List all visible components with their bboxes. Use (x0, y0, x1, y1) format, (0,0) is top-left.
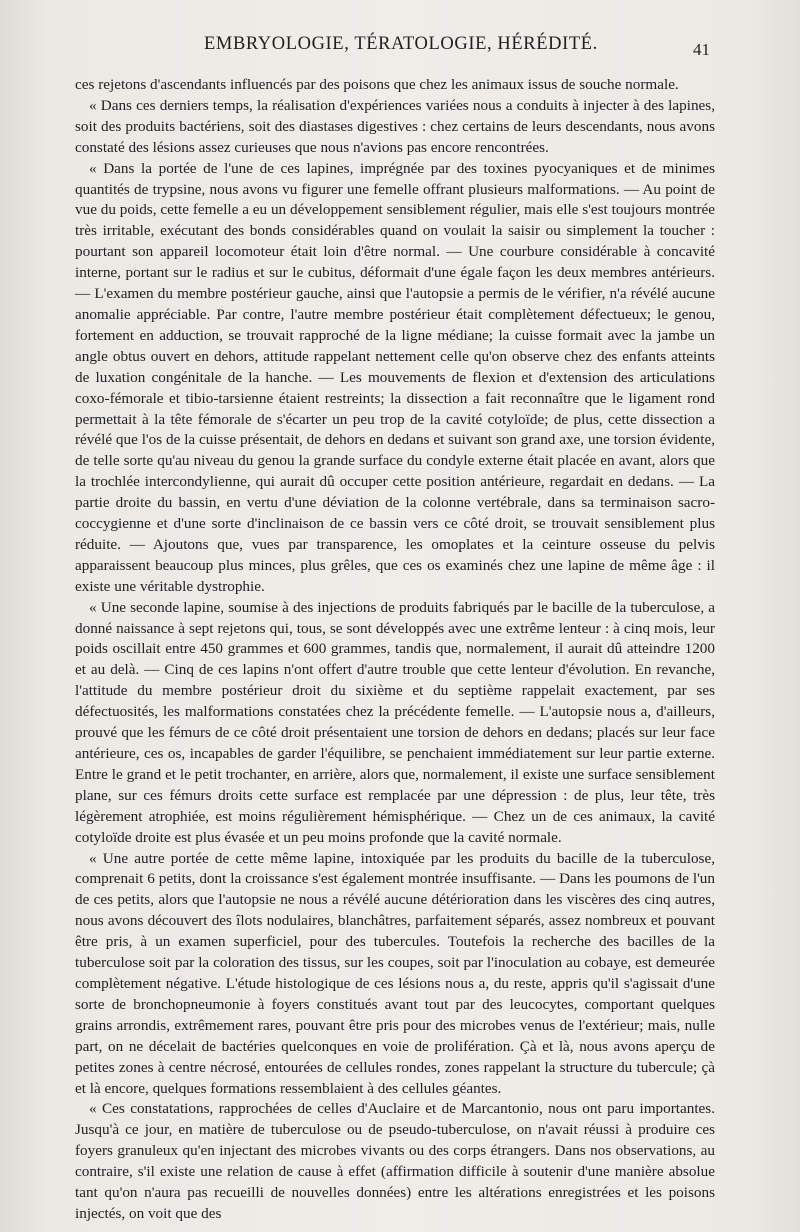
body-text (75, 75, 715, 1225)
paragraph: « Dans la portée de l'une de ces lapines, imprégnée par des toxines pyocyaniques et de minimes quantités de trypsine, nous avons vu figurer une femelle offrant plusieurs malformations. — Au point de vue du poids, cette femelle a eu un développement sensiblement régulier, mais elle s'est toujours montrée très irritable, exécutant des bonds considérables quand on voulait la saisir ou simplement la toucher : pourtant son appareil locomoteur était loin d'être normal. — Une courbure considérable à concavité interne, portant sur le radius et sur le cubitus, déformait d'une égale façon les deux membres antérieurs. — L'examen du membre postérieur gauche, ainsi que l'autopsie a permis de le vérifier, n'a révélé aucune anomalie appréciable. Par contre, l'autre membre postérieur était complètement défectueux; le genou, fortement en adduction, se trouvait rapproché de la ligne médiane; la cuisse formait avec la jambe un angle obtus ouvert en dehors, attitude rappelant nettement celle qu'on observe chez des enfants atteints de luxation congénitale de la hanche. — Les mouvements de flexion et d'extension des articulations coxo-fémorale et tibio-tarsienne étaient restreints; la dissection a fait reconnaître que le ligament rond permettait à la tête fémorale de s'écarter un peu trop de la cavité cotyloïde; de plus, cette dissection a révélé que l'os de la cuisse présentait, de dehors en dedans et suivant son grand axe, une torsion évidente, de telle sorte qu'au niveau du genou la grande surface du condyle externe était placée en avant, alors que la trochlée intercondylienne, qui aurait dû occuper cette position antérieure, regardait en dedans. — La partie droite du bassin, en vertu d'une déviation de la colonne vertébrale, dans sa terminaison sacro-coccygienne et d'une sorte d'inclinaison de ce bassin vers ce côté droit, se trouvait sensiblement plus réduite. — Ajoutons que, vues par transparence, les omoplates et la ceinture osseuse du pelvis apparaissent beaucoup plus minces, plus grêles, que ces os examinés chez une lapine de même âge : il existe une véritable dystrophie. (75, 159, 715, 595)
page-header (0, 34, 800, 62)
paragraph: « Une autre portée de cette même lapine, intoxiquée par les produits du bacille de la tuberculose, comprenait 6 petits, dont la croissance s'est également montrée insuffisante. — Dans les poumons de l'un de ces petits, alors que l'autopsie ne nous a révélé aucune détérioration dans les viscères des cinq autres, nous avons découvert des îlots nodulaires, blanchâtres, parfaitement séparés, assez nombreux et pouvant être pris, à un examen superficiel, pour des tubercules. Toutefois la recherche des bacilles de la tuberculose soit par la coloration des tissus, sur les coupes, soit par l'inoculation au cobaye, est demeurée complètement négative. L'étude histologique de ces lésions nous a, du reste, appris qu'il s'agissait d'une sorte de bronchopneumonie à foyers constitués avant tout par des leucocytes, comportant quelques grains arrondis, extrêmement rares, pouvant être pris pour des microbes venus de l'extérieur; mais, nulle part, on ne décelait de bactéries quelconques en voie de prolifération. Çà et là, nous avons aperçu de petites zones à centre nécrosé, entourées de cellules rondes, zones rappelant la structure du tubercule; çà et là encore, quelques formations ressemblaient à des cellules géantes. (75, 849, 715, 1097)
page-number: 41 (693, 40, 710, 59)
paragraph: « Ces constatations, rapprochées de celles d'Auclaire et de Marcantonio, nous ont paru importantes. Jusqu'à ce jour, en matière de tuberculose ou de pseudo-tuberculose, on n'avait réussi à produire ces foyers granuleux qu'en injectant des microbes vivants ou des corps étrangers. Dans nos observations, au contraire, s'il existe une relation de cause à effet (affirmation difficile à soutenir d'une manière absolue tant qu'on n'aura pas recueilli de nouvelles données) entre les altérations enregistrées et les poisons injectés, on voit que des (75, 1100, 715, 1222)
paragraph-continuation: ces rejetons d'ascendants influencés par des poisons que chez les animaux issus de souche normale. (75, 76, 679, 93)
running-title: EMBRYOLOGIE, TÉRATOLOGIE, HÉRÉDITÉ. (204, 34, 598, 54)
paragraph: « Une seconde lapine, soumise à des injections de produits fabriqués par le bacille de la tuberculose, a donné naissance à sept rejetons qui, tous, se sont développés avec une extrême lenteur : à cinq mois, leur poids oscillait entre 450 grammes et 600 grammes, tandis que, normalement, il aurait dû atteindre 1200 et au delà. — Cinq de ces lapins n'ont offert d'autre trouble que cette lenteur d'évolution. En revanche, l'attitude du membre postérieur droit du sixième et du septième rappelait exactement, par ses défectuosités, les malformations constatées chez la précédente femelle. — L'autopsie nous a, d'ailleurs, prouvé que les fémurs de ce côté droit présentaient une torsion de dehors en dedans; placés sur leur face antérieure, ces os, incapables de garder l'équilibre, se penchaient immédiatement sur leur partie externe. Entre le grand et le petit trochanter, en arrière, alors que, normalement, il existe une surface sensiblement plane, sur ces fémurs droits cette surface est remplacée par une dépression : de plus, leur tête, très légèrement atrophiée, est moins régulièrement hémisphérique. — Chez un de ces animaux, la cavité cotyloïde droite est plus évasée et un peu moins profonde que la cavité normale. (75, 598, 715, 846)
paragraph: « Dans ces derniers temps, la réalisation d'expériences variées nous a conduits à injecter à des lapines, soit des produits bactériens, soit des diastases digestives : chez certains de leurs descendants, nous avons constaté des lésions assez curieuses que nous n'avions pas encore rencontrées. (75, 96, 715, 156)
